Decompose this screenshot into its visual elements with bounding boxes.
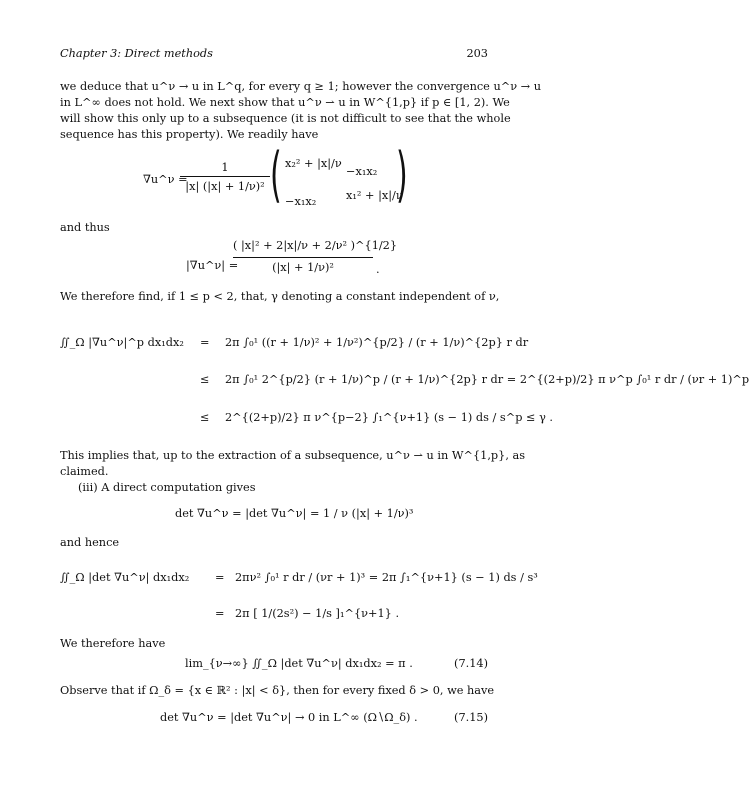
paragraph-line: We therefore find, if 1 ≤ p < 2, that, γ denoting a constant independent of ν, <box>60 290 500 303</box>
paragraph-line: sequence has this property). We readily have <box>60 128 319 141</box>
paragraph-line: This implies that, up to the extraction of a subsequence, u^ν ⇀ u in W^{1,p}, as <box>60 449 526 462</box>
page-number: 203 <box>466 47 488 60</box>
grad-coef-den: |x| (|x| + 1/ν)² <box>180 176 270 195</box>
detint1-rhs: 2πν² ∫₀¹ r dr / (νr + 1)³ = 2π ∫₁^{ν+1} (s − 1) ds / s³ <box>235 571 538 584</box>
paragraph-line: Observe that if Ω_δ = {x ∈ ℝ² : |x| < δ}, then for every fixed δ > 0, we have <box>60 684 495 697</box>
paragraph-line: in L^∞ does not hold. We next show that u^ν ⇀ u in W^{1,p} if p ∈ [1, 2). We <box>60 96 510 109</box>
limit-equation: lim_{ν→∞} ∬_Ω |det ∇u^ν| dx₁dx₂ = π . <box>185 657 413 670</box>
detint2-rel: = <box>215 607 225 620</box>
equation-number: (7.15) <box>454 711 488 724</box>
est2-rhs: 2π ∫₀¹ 2^{p/2} (r + 1/ν)^p / (r + 1/ν)^{2p} r dr = 2^{(2+p)/2} π ν^p ∫₀¹ r dr / (νr + 1)^p <box>225 373 749 386</box>
matrix-left-paren: ( <box>270 140 282 210</box>
running-header: Chapter 3: Direct methods <box>60 47 213 60</box>
detint2-rhs: 2π [ 1/(2s²) − 1/s ]₁^{ν+1} . <box>235 607 400 620</box>
normgrad-num: ( |x|² + 2|x|/ν + 2/ν² )^{1/2} <box>233 239 398 252</box>
grad-coef-num: 1 <box>221 161 229 174</box>
paragraph-line: claimed. <box>60 465 109 478</box>
paragraph-line: We therefore have <box>60 637 166 650</box>
matrix-m21: −x₁x₂ <box>285 195 317 208</box>
matrix-m12: −x₁x₂ <box>346 165 378 178</box>
final-equation: det ∇u^ν = |det ∇u^ν| → 0 in L^∞ (Ω∖Ω_δ) . <box>160 711 418 724</box>
detint1-rel: = <box>215 571 225 584</box>
matrix-m22: x₁² + |x|/ν <box>346 189 403 202</box>
matrix-right-paren: ) <box>396 140 408 210</box>
grad-lhs: ∇u^ν = <box>143 173 188 186</box>
est3-rhs: 2^{(2+p)/2} π ν^{p−2} ∫₁^{ν+1} (s − 1) ds / s^p ≤ γ . <box>225 411 554 424</box>
matrix-m11: x₂² + |x|/ν <box>285 157 342 170</box>
paragraph-line: will show this only up to a subsequence (it is not difficult to see that the whole <box>60 112 511 125</box>
det-equation: det ∇u^ν = |det ∇u^ν| = 1 / ν (|x| + 1/ν)³ <box>175 507 414 520</box>
paragraph-line: (iii) A direct computation gives <box>78 481 256 494</box>
detint1-lhs: ∬_Ω |det ∇u^ν| dx₁dx₂ <box>60 571 190 584</box>
equation-number: (7.14) <box>454 657 488 670</box>
est3-rel: ≤ <box>200 411 210 424</box>
est1-rhs: 2π ∫₀¹ ((r + 1/ν)² + 1/ν²)^{p/2} / (r + 1/ν)^{2p} r dr <box>225 336 529 349</box>
normgrad-frac <box>233 238 398 275</box>
grad-coef <box>180 160 270 194</box>
est2-rel: ≤ <box>200 373 210 386</box>
est1-lhs: ∬_Ω |∇u^ν|^p dx₁dx₂ <box>60 336 184 349</box>
normgrad-end: . <box>376 263 380 276</box>
normgrad-lhs: |∇u^ν| = <box>186 259 239 272</box>
paragraph-line: and thus <box>60 221 110 234</box>
paragraph-line: we deduce that u^ν → u in L^q, for every q ≥ 1; however the convergence u^ν → u <box>60 80 541 93</box>
paragraph-line: and hence <box>60 536 120 549</box>
normgrad-den: (|x| + 1/ν)² <box>233 257 373 276</box>
est1-rel: = <box>200 336 210 349</box>
